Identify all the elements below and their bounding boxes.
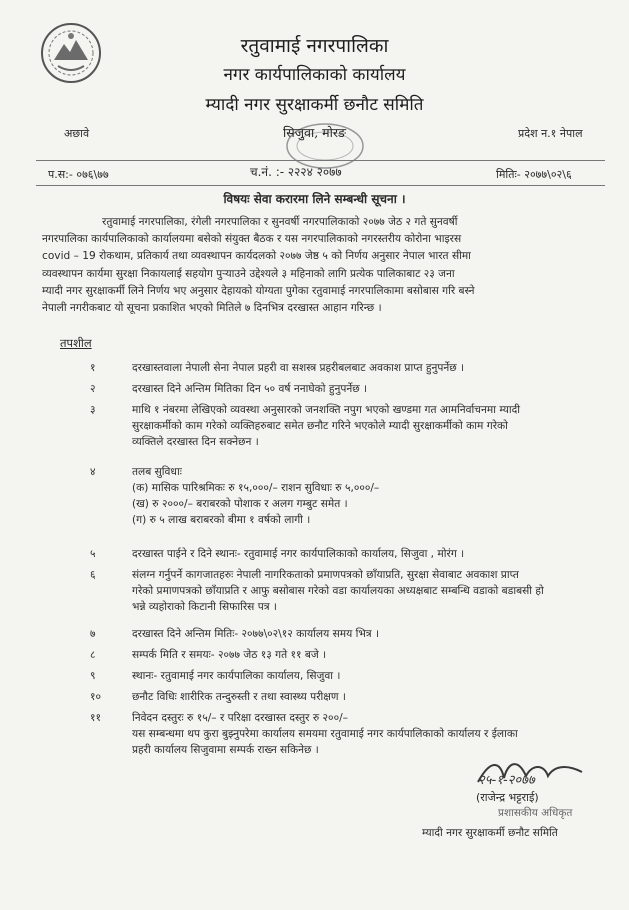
item-text: व्यक्तिले दरखास्त दिन सक्नेछन । <box>132 436 259 448</box>
item-number: २ <box>90 383 96 395</box>
item-text: निवेदन दस्तुरः रु १५/– र परिक्षा दरखास्त दस्तुर रु २००/– <box>132 712 348 724</box>
item-text: यस सम्बन्धमा थप कुरा बुझ्नुपरेमा कार्यालय समयमा रतुवामाई नगर कार्यपालिकाको कार्यालय र ईलाका <box>132 728 518 740</box>
subject-line: विषयः सेवा करारमा लिने सम्बन्धी सूचना । <box>223 192 406 206</box>
signatory-name: (राजेन्द्र भट्टराई) <box>476 791 539 804</box>
item-text: (क) मासिक पारिश्रमिकः रु १५,०००/– राशन सुविधाः रु ५,०००/– <box>132 482 380 494</box>
list-item <box>90 360 610 376</box>
list-item <box>90 546 610 562</box>
item-text: गरेको प्रमाणपत्रको छाँयाप्रति र आफु बसोबास गरेको वडा कार्यालयका अध्यक्षबाट सम्बन्धि वडाको बडाबसी हो <box>132 585 544 597</box>
office-location: सिजुवा, मोरङ <box>283 125 346 140</box>
item-text: स्थानः- रतुवामाई नगर कार्यपालिका कार्यालय, सिजुवा । <box>132 670 341 682</box>
list-item <box>90 626 610 642</box>
item-text: दरखास्तवाला नेपाली सेना नेपाल प्रहरी वा सशस्त्र प्रहरीबलबाट अवकाश प्राप्त हुनुपर्नेछ । <box>132 362 465 374</box>
document-date: मितिः- २०७७\०२\६ <box>496 168 572 181</box>
item-text: भन्ने व्यहोराको किटानी सिफारिस पत्र । <box>132 601 277 613</box>
item-text: छनौट विधिः शारीरिक तन्दुरुस्ती र तथा स्वास्थ्य परीक्षण । <box>132 691 346 703</box>
list-item <box>90 464 610 528</box>
item-number: ३ <box>90 404 96 416</box>
item-number: ५ <box>90 548 96 560</box>
item-number: ११ <box>90 712 102 724</box>
paragraph-line: रतुवामाई नगरपालिका, रंगेली नगरपालिका र सुनवर्षी नगरपालिकाको २०७७ जेठ २ गते सुनवर्षी <box>102 216 458 228</box>
list-item <box>90 710 610 758</box>
list-item <box>90 381 610 397</box>
item-text: (ग) रु ५ लाख बराबरको बीमा १ वर्षको लागी । <box>132 514 311 526</box>
list-item <box>90 647 610 663</box>
province-label: प्रदेश न.१ नेपाल <box>518 127 583 140</box>
item-text: दरखास्त दिने अन्तिम मितिः- २०७७\०२\१२ कार्यालय समय भित्र । <box>132 628 380 640</box>
left-note: अछावे <box>64 127 90 140</box>
item-number: ७ <box>90 628 96 640</box>
item-text: दरखास्त पाईने र दिने स्थानः- रतुवामाई नगर कार्यपालिकाको कार्यालय, सिजुवा , मोरंग । <box>132 548 465 560</box>
list-item <box>90 689 610 705</box>
item-number: ६ <box>90 569 96 581</box>
list-item <box>90 668 610 684</box>
item-text: (ख) रु २०००/– बराबरको पोशाक र अलग गम्बुट समेत । <box>132 498 348 510</box>
paragraph-line: covid – 19 रोकथाम, प्रतिकार्य तथा व्यवस्थापन कार्यदलको २०७७ जेष्ठ ५ को निर्णय अनुसार नेपाल भारत सीमा <box>42 250 471 263</box>
signature-handwriting: २५-१-२०७७ <box>478 773 535 788</box>
municipality-name: रतुवामाई नगरपालिका <box>240 35 389 57</box>
paragraph-line: नगरपालिका कार्यपालिकाको कार्यालयमा बसेको संयुक्त बैठक र यस नगरपालिकाको नगरस्तरीय कोरोना भाइरस <box>42 233 462 246</box>
fiscal-year-ref: प.स:- ०७६\७७ <box>48 168 109 181</box>
committee-name: म्यादी नगर सुरक्षाकर्मी छनौट समिति <box>205 95 424 115</box>
office-name: नगर कार्यपालिकाको कार्यालय <box>223 65 406 85</box>
item-number: १ <box>90 362 96 374</box>
item-text: दरखास्त दिने अन्तिम मितिका दिन ५० वर्ष ननाघेको हुनुपर्नेछ । <box>132 383 368 395</box>
footer-committee: म्यादी नगर सुरक्षाकर्मी छनौट समिति <box>422 827 558 839</box>
list-item <box>90 402 610 450</box>
item-text: सम्पर्क मिति र समयः- २०७७ जेठ १३ गते ११ बजे । <box>132 649 327 661</box>
item-number: ८ <box>90 649 96 661</box>
item-number: ९ <box>90 670 96 682</box>
notice-paragraph <box>42 214 612 317</box>
paragraph-line: म्यादी नगर सुरक्षाकर्मी लिने निर्णय भए अनुसार देहायको योग्यता पुगेका रतुवामाई नगरपालिकामा बसोबास गरि बस्ने <box>42 284 475 297</box>
paragraph-line: व्यवस्थापन कार्यमा सुरक्षा निकायलाई सहयोग पुऱ्याउने उद्देश्यले ३ महिनाको लागि प्रत्येक पालिकाबाट २३ जना <box>42 267 455 280</box>
list-item <box>90 567 610 615</box>
header-divider <box>36 160 605 161</box>
ref-divider <box>36 185 605 186</box>
item-text: प्रहरी कार्यालय सिजुवामा सम्पर्क राख्न सकिनेछ । <box>132 744 319 756</box>
paragraph-line: नेपाली नगरीकबाट यो सूचना प्रकाशित भएको मितिले ७ दिनभित्र दरखास्त आहान गरिन्छ । <box>42 302 382 315</box>
item-number: १० <box>90 691 102 703</box>
details-heading: तपशील <box>60 336 92 350</box>
signatory-title: प्रशासकीय अधिकृत <box>498 807 573 819</box>
item-text: सुरक्षाकर्मीको काम गरेको व्यक्तिहरुबाट समेत छनौट गरिने भएकोले म्यादी सुरक्षाकर्मीको काम गरेको <box>132 420 508 432</box>
dispatch-number: च.नं. :- २२२४ २०७७ <box>250 165 342 179</box>
item-number: ४ <box>90 466 96 478</box>
item-text: संलग्न गर्नुपर्ने कागजातहरुः नेपाली नागरिकताको प्रमाणपत्रको छाँयाप्रति, सुरक्षा सेवाबाट अवकाश प्राप्त <box>132 569 519 581</box>
item-text: तलब सुविधाः <box>132 466 182 478</box>
item-text: माथि १ नंबरमा लेखिएको व्यवस्था अनुसारको जनशक्ति नपुग भएको खण्डमा गत आमनिर्वाचनमा म्यादी <box>132 404 521 416</box>
